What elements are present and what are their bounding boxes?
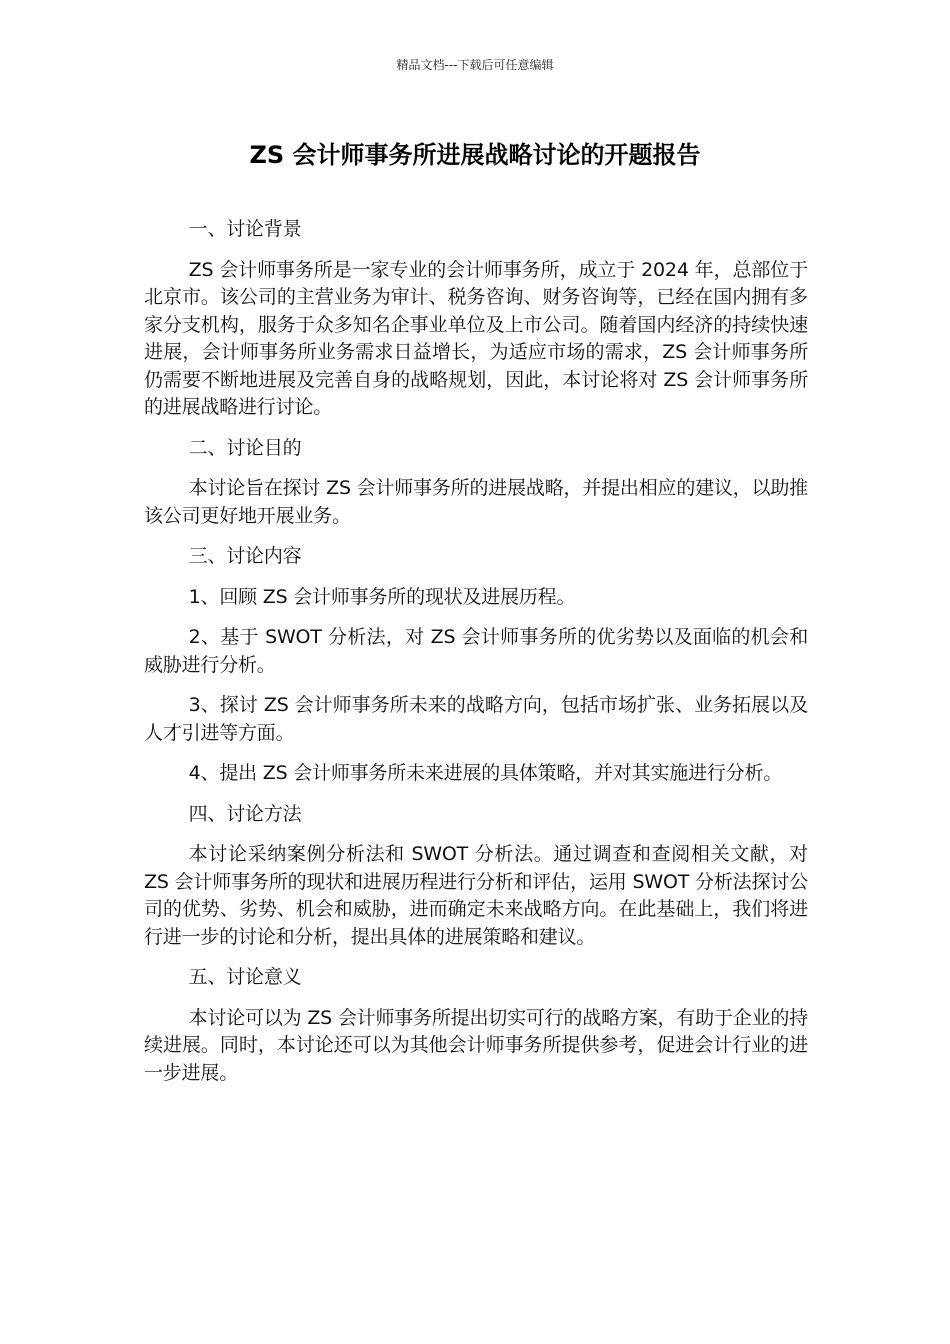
section-heading-method: 四、讨论方法 [188, 802, 302, 825]
section-paragraph-background: ZS 会计师事务所是一家专业的会计师事务所，成立于 2024 年，总部位于北京市。该公司的主营业务为审计、税务咨询、财务咨询等，已经在国内拥有多家分支机构，服务于众多知名企事业单位及上市公司。随着国内经济的持续快速进展，会计师事务所业务需求日益增长，为适应市场的需求，ZS 会计师事务所仍需要不断地进展及完善自身的战略规划，因此，本讨论将对 ZS 会计师事务所的进展战略进行讨论。 [144, 258, 808, 418]
page-header: 精品文档---下载后可任意编辑 [396, 58, 554, 72]
section-paragraph-method: 本讨论采纳案例分析法和 SWOT 分析法。通过调查和查阅相关文献，对 ZS 会计师事务所的现状和进展历程进行分析和评估，运用 SWOT 分析法探讨公司的优势、劣势、机会和威胁，进而确定未来战略方向。在此基础上，我们将进行进一步的讨论和分析，提出具体的进展策略和建议。 [144, 843, 808, 948]
content-item-1: 1、回顾 ZS 会计师事务所的现状及进展历程。 [188, 585, 576, 608]
section-heading-purpose: 二、讨论目的 [188, 436, 302, 459]
content-item-4: 4、提出 ZS 会计师事务所未来进展的具体策略，并对其实施进行分析。 [188, 762, 783, 784]
content-item-2: 2、基于 SWOT 分析法，对 ZS 会计师事务所的优劣势以及面临的机会和威胁进行分析。 [144, 626, 808, 676]
section-heading-background: 一、讨论背景 [188, 218, 302, 240]
document-body [144, 216, 808, 1087]
section-paragraph-significance: 本讨论可以为 ZS 会计师事务所提出切实可行的战略方案，有助于企业的持续进展。同时，本讨论还可以为其他会计师事务所提供参考，促进会计行业的进一步进展。 [144, 1006, 808, 1084]
document-title: ZS 会计师事务所进展战略讨论的开题报告 [249, 141, 701, 169]
section-paragraph-purpose: 本讨论旨在探讨 ZS 会计师事务所的进展战略，并提出相应的建议，以助推该公司更好地开展业务。 [144, 477, 808, 527]
content-item-3: 3、探讨 ZS 会计师事务所未来的战略方向，包括市场扩张、业务拓展以及人才引进等方面。 [144, 694, 808, 744]
section-heading-significance: 五、讨论意义 [188, 966, 302, 988]
section-heading-content: 三、讨论内容 [188, 545, 302, 567]
